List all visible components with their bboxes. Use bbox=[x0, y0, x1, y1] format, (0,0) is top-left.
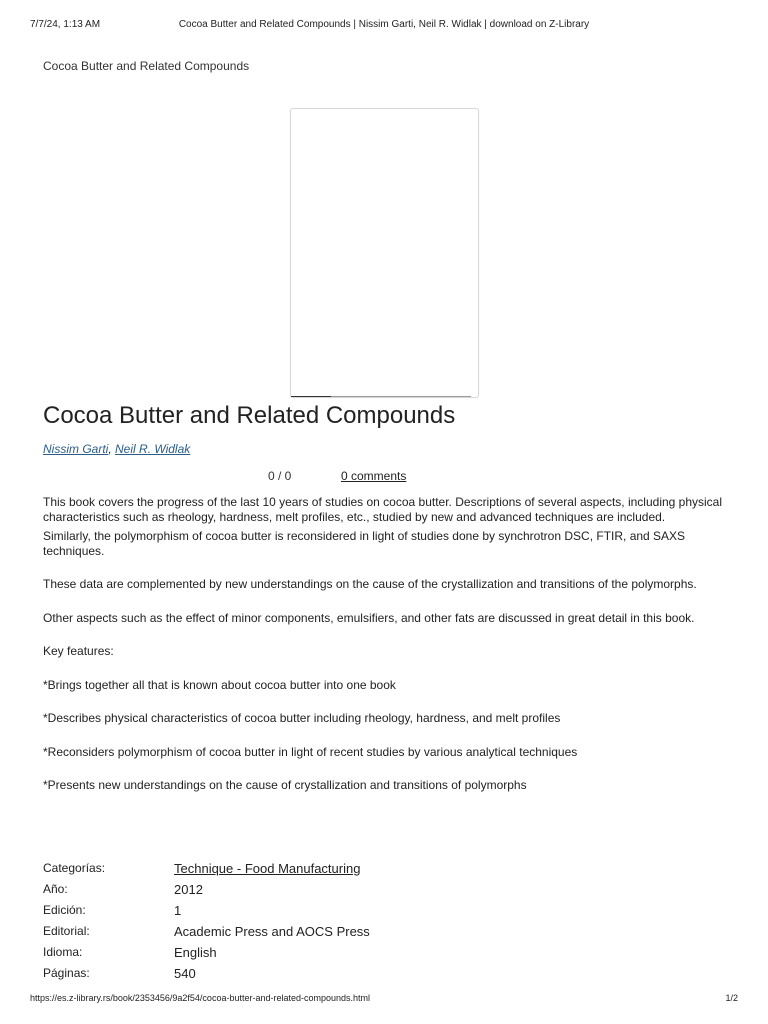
print-url: https://es.z-library.rs/book/2353456/9a2f54/cocoa-butter-and-related-compounds.html bbox=[30, 993, 371, 1003]
detail-row-publisher bbox=[43, 921, 543, 942]
detail-row-pages bbox=[43, 963, 543, 984]
detail-value: English bbox=[174, 945, 217, 960]
key-feature-item: *Presents new understandings on the cause of crystallization and transitions of polymorphs bbox=[43, 778, 527, 792]
description-paragraph: These data are complemented by new understandings on the cause of the crystallization and transitions of the polymorphs. bbox=[43, 577, 697, 591]
book-details bbox=[43, 858, 543, 984]
detail-value: 2012 bbox=[174, 882, 203, 897]
author-separator: , bbox=[108, 442, 116, 456]
author-link[interactable]: Nissim Garti bbox=[43, 442, 109, 456]
rating-value: 0 / 0 bbox=[268, 469, 292, 483]
description-paragraph: This book covers the progress of the last 10 years of studies on cocoa butter. Descriptions of several aspects, including physical characteristics such as rheology, hardness, melt profiles, etc., studied by new and advanced techniques are included. bbox=[43, 495, 723, 524]
detail-value: 540 bbox=[174, 966, 196, 981]
breadcrumb-title: Cocoa Butter and Related Compounds bbox=[43, 59, 250, 73]
book-title: Cocoa Butter and Related Compounds bbox=[43, 402, 456, 429]
print-page-number: 1/2 bbox=[725, 993, 738, 1003]
description-paragraph: Other aspects such as the effect of minor components, emulsifiers, and other fats are discussed in great detail in this book. bbox=[43, 610, 695, 625]
detail-label: Editorial: bbox=[43, 924, 90, 938]
cover-edge bbox=[331, 396, 471, 397]
cover-edge bbox=[291, 396, 331, 397]
author-link[interactable]: Neil R. Widlak bbox=[115, 442, 191, 456]
detail-row-edition bbox=[43, 900, 543, 921]
print-header bbox=[0, 19, 768, 33]
category-link[interactable]: Technique - Food Manufacturing bbox=[174, 861, 361, 876]
author-list bbox=[43, 442, 190, 456]
detail-value: 1 bbox=[174, 903, 182, 918]
detail-label: Categorías: bbox=[43, 861, 106, 875]
detail-label: Año: bbox=[43, 882, 68, 896]
detail-row-language bbox=[43, 942, 543, 963]
print-footer bbox=[0, 993, 768, 1007]
print-document-title: Cocoa Butter and Related Compounds | Nissim Garti, Neil R. Widlak | download on Z-Library bbox=[178, 19, 590, 30]
book-description bbox=[43, 495, 733, 793]
detail-value: Academic Press and AOCS Press bbox=[174, 924, 370, 939]
print-datetime: 7/7/24, 1:13 AM bbox=[30, 19, 101, 30]
key-features-heading: Key features: bbox=[43, 644, 114, 658]
book-cover-image[interactable] bbox=[290, 108, 479, 398]
detail-label: Edición: bbox=[43, 903, 86, 917]
key-feature-item: *Brings together all that is known about cocoa butter into one book bbox=[43, 677, 396, 692]
detail-row-year bbox=[43, 879, 543, 900]
key-feature-item: *Describes physical characteristics of cocoa butter including rheology, hardness, and melt profiles bbox=[43, 711, 561, 725]
detail-label: Páginas: bbox=[43, 966, 90, 980]
description-paragraph: Similarly, the polymorphism of cocoa butter is reconsidered in light of studies done by synchrotron DSC, FTIR, and SAXS techniques. bbox=[43, 529, 686, 558]
comments-link[interactable]: 0 comments bbox=[341, 469, 407, 483]
detail-label: Idioma: bbox=[43, 945, 83, 959]
detail-row-category bbox=[43, 858, 543, 879]
key-feature-item: *Reconsiders polymorphism of cocoa butter in light of recent studies by various analytical techniques bbox=[43, 744, 578, 759]
